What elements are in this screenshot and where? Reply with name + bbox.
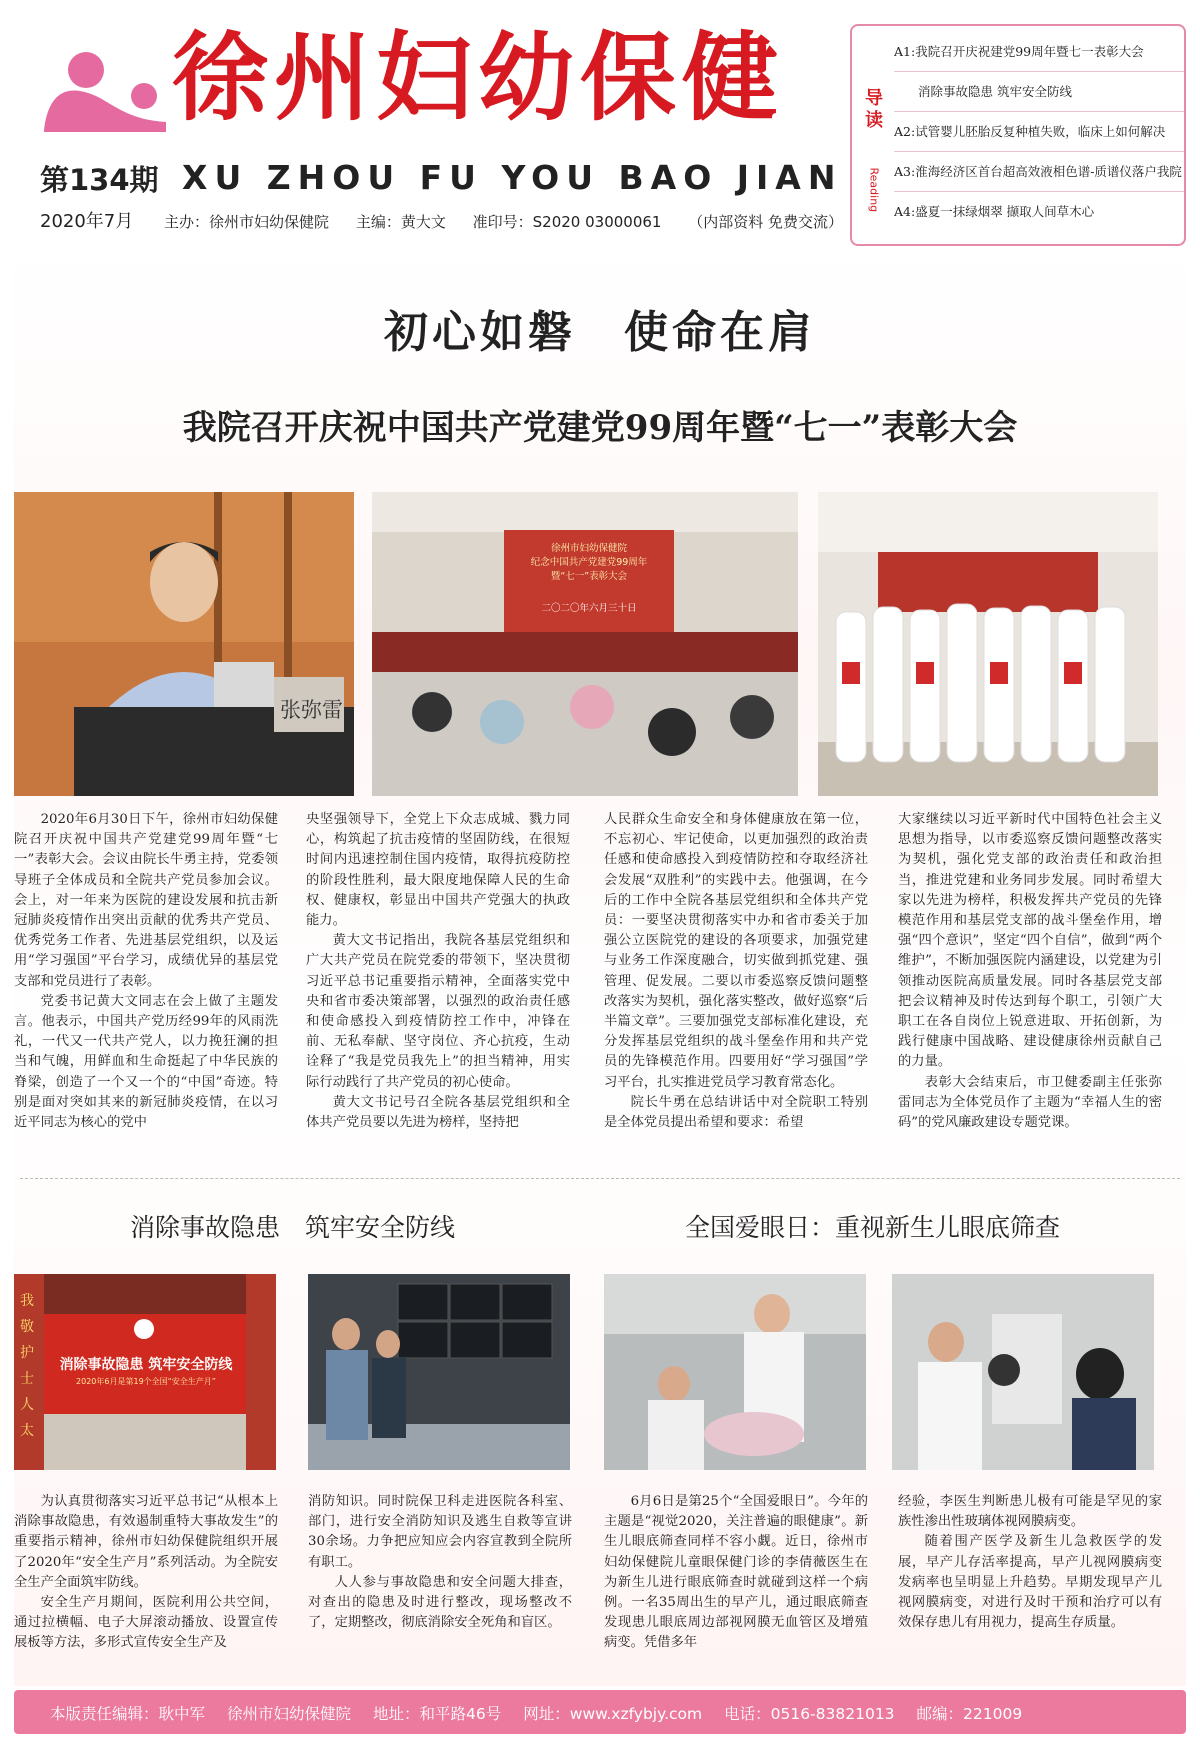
paragraph: 随着围产医学及新生儿急救医学的发展，早产儿存活率提高，早产儿视网膜病变发病率也呈明显上升趋势。早期发现早产儿视网膜病变，对进行及时干预和治疗可以有效保存患儿有用视力，提高生存质量。 [898,1534,1162,1631]
paragraph: 大家继续以习近平新时代中国特色社会主义思想为指导，以市委巡察反馈问题整改落实为契机，强化党支部的政治责任和政治担当，推进党建和业务同步发展。同时希望大家以先进为榜样，积极发挥共产党员的先锋模范作用和基层党支部的战斗堡垒作用，增强“四个意识”，坚定“四个自信”，做到“两个维护”，不断加强医院内涵建设，以党建为引领推动医院高质量发展。同时各基层党支部把会议精神及时传达到每个职工，引领广大职工在各自岗位上锐意进取、开拓创新，为践行健康中国战略、建设健康徐州贡献自己的力量。 [898,812,1162,1070]
paragraph: 6月6日是第25个“全国爱眼日”。今年的主题是“视觉2020，关注普遍的眼健康”。新生儿眼底筛查同样不容小觑。近日，徐州市妇幼保健院儿童眼保健门诊的李倩薇医生在为新生儿进行眼底筛查时就碰到这样一个病例。一名35周出生的早产儿，通过眼底筛查发现患儿眼底周边部视网膜无血管区及增殖病变。凭借多年 [604,1494,868,1651]
footer-org: 徐州市妇幼保健院 [227,1705,352,1723]
paragraph: 人民群众生命安全和身体健康放在第一位，不忘初心、牢记使命，以更加强烈的政治责任感和使命感投入到疫情防控和夺取经济社会发展“双胜利”的实践中去。他强调，在今后的工作中全院各基层党组织和全体共产党员：一要坚决贯彻落实中办和省市委关于加强公立医院党的建设的各项要求，加强党建与业务工作深度融合，切实做到抓党建、强管理、促发展。二要以市委巡察反馈问题整改落实为契机，强化落实整改，做好巡察“后半篇文章”。三要加强党支部标准化建设，充分发挥基层党组织的战斗堡垒作用和共产党员的先锋模范作用。四要用好“学习强国”学习平台，扎实推进党员学习教育常态化。 [604,812,868,1090]
safety-story-column-2 [308,1492,572,1682]
masthead-info-line [40,207,865,233]
photo-safety-banner [14,1274,276,1470]
main-story-column-4 [898,810,1162,1158]
footer-info [50,1702,1180,1724]
sponsor: 主办：徐州市妇幼保健院 [164,213,330,231]
guide-list [894,32,1184,232]
meeting-photo-illustration [372,492,798,796]
paragraph: 为认真贯彻落实习近平总书记“从根本上消除事故隐患，有效遏制重特大事故发生”的重要指示精神，徐州市妇幼保健院组织开展了2020年“安全生产月”系列活动。为全院安全生产全面筑牢防线。 [14,1494,278,1590]
paragraph: 央坚强领导下，全党上下众志成城、戮力同心，构筑起了抗击疫情的坚固防线，在很短时间内迅速控制住国内疫情，取得抗疫防控的阶段性胜利，最大限度地保障人民的生命权、健康权，彰显出中国共产党强大的执政能力。 [306,812,570,929]
photo-eye-exam-1 [604,1274,866,1470]
guide-reading-label: Reading [867,167,881,213]
paragraph: 黄大文书记号召全院各基层党组织和全体共产党员要以先进为榜样，坚持把 [306,1094,570,1131]
photo-speaker [14,492,354,796]
print-permit: 准印号：S2020 03000061 [472,213,662,231]
guide-item[interactable]: A3:淮海经济区首台超高效液相色谱-质谱仪落户我院 [894,152,1184,192]
main-story-column-1 [14,810,278,1158]
awardees-photo-illustration [818,492,1158,796]
eye-story-column-1 [604,1492,868,1682]
paragraph: 消防知识。同时院保卫科走进医院各科室、部门，进行安全消防知识及逃生自救等宣讲30余场。力争把应知应会内容宣教到全院所有职工。 [308,1494,572,1570]
eye-story-column-2 [898,1492,1162,1682]
newspaper-logo-icon [40,40,170,140]
paragraph: 党委书记黄大文同志在会上做了主题发言。他表示，中国共产党历经99年的风雨洗礼，一代又一代共产党人，以力挽狂澜的担当和气魄，用鲜血和生命挺起了中华民族的脊梁，创造了一个又一个的“中国”奇迹。特别是面对突如其来的新冠肺炎疫情，在以习近平同志为核心的党中 [14,993,278,1131]
newspaper-pinyin-title: XU ZHOU FU YOU BAO JIAN [182,158,843,197]
footer-phone: 电话：0516-83821013 [724,1705,895,1723]
main-story-column-3 [604,810,868,1158]
safety-story-column-1 [14,1492,278,1682]
paragraph: 表彰大会结束后，市卫健委副主任张弥雷同志为全体党员作了主题为“幸福人生的密码”的党风廉政建设专题党课。 [898,1074,1162,1131]
safety-banner-subtext: 2020年6月是第19个全国“安全生产月” [76,1377,216,1386]
eye-exam-illustration-2 [892,1274,1154,1470]
guide-label: 导读 [865,88,883,131]
photo-monitoring-room [308,1274,570,1470]
screen-line-1: 徐州市妇幼保健院 [550,543,627,554]
speaker-photo-illustration [14,492,354,796]
main-story-column-2 [306,810,570,1158]
footer-editor: 本版责任编辑：耿中军 [50,1705,206,1723]
paragraph: 经验，李医生判断患儿极有可能是罕见的家族性渗出性玻璃体视网膜病变。 [898,1494,1162,1530]
issue-number: 第134期 [40,163,159,197]
issue-date: 2020年7月 [40,211,134,232]
footer-address: 地址：和平路46号 [373,1705,502,1723]
footer-postcode: 邮编：221009 [916,1705,1023,1723]
screen-line-2: 纪念中国共产党建党99周年 [530,557,648,568]
section-divider [20,1178,1180,1179]
eye-exam-illustration-1 [604,1274,866,1470]
safety-section-title: 消除事故隐患 筑牢安全防线 [130,1213,456,1242]
guide-item[interactable]: A1:我院召开庆祝建党99周年暨七一表彰大会 [894,32,1184,72]
guide-item[interactable]: 消除事故隐患 筑牢安全防线 [894,72,1184,112]
speaker-nameplate: 张弥雷 [280,698,343,722]
photo-meeting-hall [372,492,798,796]
guide-box [850,24,1186,246]
chief-editor: 主编：黄大文 [355,213,446,231]
guide-item[interactable]: A2:试管婴儿胚胎反复种植失败，临床上如何解决 [894,112,1184,152]
main-headline: 初心如磐 使命在肩 [384,307,816,358]
main-subheadline: 我院召开庆祝中国共产党建党99周年暨“七一”表彰大会 [182,408,1018,448]
paragraph: 院长牛勇在总结讲话中对全院职工特别是全体党员提出希望和要求：希望 [604,1094,868,1131]
safety-banner-text: 消除事故隐患 筑牢安全防线 [59,1357,233,1373]
photo-eye-exam-2 [892,1274,1154,1470]
screen-date: 二〇二〇年六月三十日 [541,603,637,614]
photo-awardees [818,492,1158,796]
footer-website-link[interactable]: 网址：www.xzfybjy.com [523,1705,703,1723]
screen-line-3: 暨“七一”表彰大会 [550,571,628,582]
distribution-note: （内部资料 免费交流） [688,213,844,231]
paragraph: 安全生产月期间，医院利用公共空间，通过拉横幅、电子大屏滚动播放、设置宣传展板等方法，多形式宣传安全生产及 [14,1595,278,1651]
monitoring-room-illustration [308,1274,570,1470]
newspaper-title: 徐州妇幼保健 [172,21,784,134]
eye-day-section-title: 全国爱眼日：重视新生儿眼底筛查 [685,1213,1061,1242]
stage-screen [518,542,660,616]
paragraph: 2020年6月30日下午，徐州市妇幼保健院召开庆祝中国共产党建党99周年暨“七一”表彰大会。会议由院长牛勇主持，党委领导班子全体成员和全院共产党员参加会议。会上，对一年来为医院的建设发展和抗击新冠肺炎疫情作出突出贡献的优秀共产党员、优秀党务工作者、先进基层党组织，以及运用“学习强国”平台学习，成绩优异的基层党支部和党员进行了表彰。 [14,812,278,989]
wall-slogan: 我 敬 护 士 人 太 [20,1293,34,1439]
guide-item[interactable]: A4:盛夏一抹绿烟翠 撷取人间草木心 [894,204,1095,219]
footer-bar [14,1690,1186,1734]
paragraph: 人人参与事故隐患和安全问题大排查，对查出的隐患及时进行整改，现场整改不了，定期整改，彻底消除安全死角和盲区。 [308,1574,572,1631]
paragraph: 黄大文书记指出，我院各基层党组织和广大共产党员在院党委的带领下，坚决贯彻习近平总书记重要指示精神，全面落实党中央和省市委决策部署，以强烈的政治责任感和使命感投入到疫情防控工作中，冲锋在前、无私奉献、坚守岗位、齐心抗疫，生动诠释了“我是党员我先上”的担当精神，用实际行动践行了共产党员的初心使命。 [306,933,570,1090]
